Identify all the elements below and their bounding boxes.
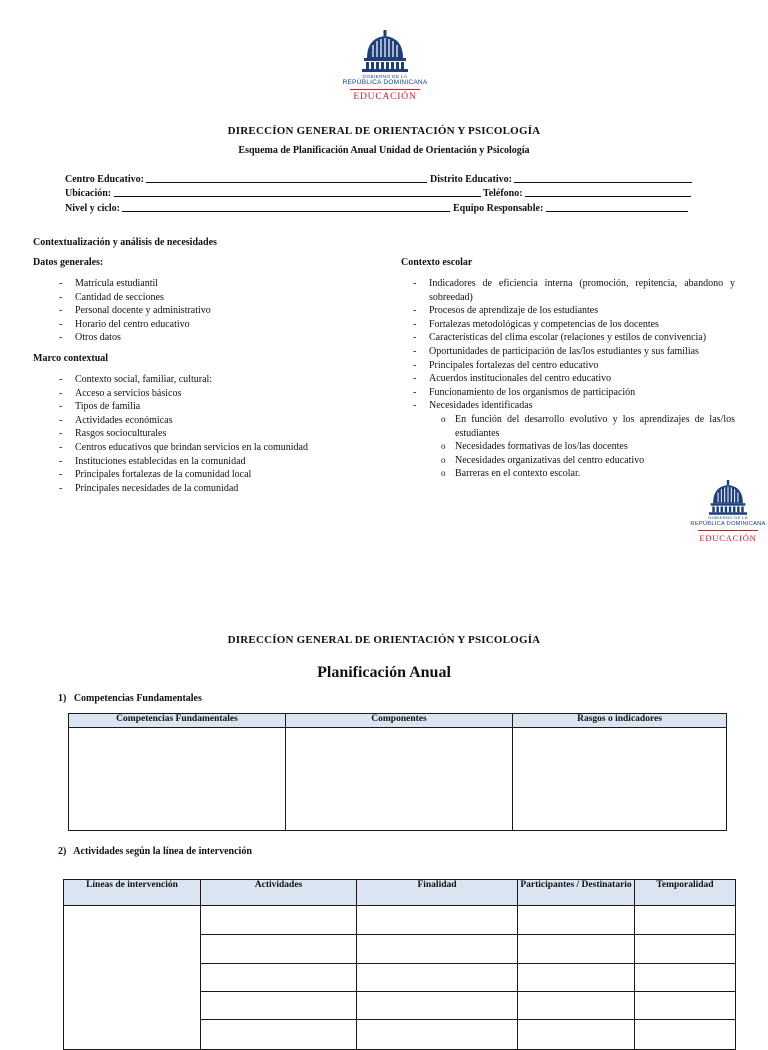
- escolar-heading: Contexto escolar: [401, 257, 473, 268]
- escolar-list: [429, 277, 735, 481]
- context-heading: Contextualización y análisis de necesidades: [33, 237, 217, 248]
- nivel-label: Nivel y ciclo:: [65, 203, 120, 214]
- table2-cell[interactable]: [518, 964, 635, 992]
- datos-list: [75, 277, 375, 345]
- datos-heading: Datos generales:: [33, 257, 104, 268]
- nivel-field[interactable]: [122, 201, 450, 212]
- marco-list: [75, 373, 375, 495]
- datos-list-item: - Horario del centro educativo: [75, 318, 375, 332]
- logo-divider: [350, 89, 420, 90]
- table2-cell[interactable]: [518, 906, 635, 935]
- table2-cell[interactable]: [201, 1020, 357, 1050]
- table2-cell[interactable]: [635, 1020, 736, 1050]
- marco-list-item: - Contexto social, familiar, cultural:: [75, 373, 375, 387]
- escolar-list-item: - Características del clima escolar (relaciones y estilos de convivencia): [429, 331, 735, 345]
- form-row-2: [65, 186, 691, 200]
- government-logo-page2: [686, 480, 768, 544]
- datos-list-item: - Personal docente y administrativo: [75, 304, 375, 318]
- marco-list-item: - Tipos de familia: [75, 400, 375, 414]
- table2-header: Participantes / Destinatario: [518, 880, 635, 906]
- logo-education: EDUCACIÓN: [699, 533, 757, 543]
- capitol-dome-icon: [706, 480, 750, 515]
- telefono-field[interactable]: [525, 186, 691, 197]
- escolar-list-item: [429, 399, 735, 481]
- table1-row: [69, 728, 727, 831]
- table2-cell[interactable]: [635, 992, 736, 1020]
- ubicacion-field[interactable]: [114, 186, 481, 197]
- table2-cell[interactable]: [201, 964, 357, 992]
- page1-title: DIRECCÍON GENERAL DE ORIENTACIÓN Y PSICOLOGÍA: [227, 125, 541, 137]
- form-row-1: [65, 172, 692, 186]
- table1-header: Rasgos o indicadores: [513, 714, 727, 728]
- page2-title: DIRECCÍON GENERAL DE ORIENTACIÓN Y PSICOLOGÍA: [227, 634, 541, 646]
- table2-cell[interactable]: [357, 1020, 518, 1050]
- table2-cell[interactable]: [635, 935, 736, 964]
- competencias-table: [68, 713, 727, 831]
- section1-heading: 1) Competencias Fundamentales: [58, 693, 202, 704]
- marco-list-item: - Actividades económicas: [75, 414, 375, 428]
- table2-cell[interactable]: [201, 906, 357, 935]
- escolar-list-item: - Funcionamiento de los organismos de participación: [429, 386, 735, 400]
- table2-cell[interactable]: [635, 906, 736, 935]
- table2-cell[interactable]: [357, 992, 518, 1020]
- escolar-list-item: - Acuerdos institucionales del centro educativo: [429, 372, 735, 386]
- table2-cell[interactable]: [635, 964, 736, 992]
- marco-heading: Marco contextual: [33, 353, 109, 364]
- table1-cell[interactable]: [286, 728, 513, 831]
- table2-cell[interactable]: [64, 906, 201, 1050]
- centro-field[interactable]: [146, 172, 427, 183]
- datos-list-item: - Matrícula estudiantil: [75, 277, 375, 291]
- table1-header: Componentes: [286, 714, 513, 728]
- marco-list-item: - Acceso a servicios básicos: [75, 387, 375, 401]
- ubicacion-label: Ubicación:: [65, 188, 112, 199]
- table1-header-row: [69, 714, 727, 728]
- table2-cell[interactable]: [518, 1020, 635, 1050]
- table2-cell[interactable]: [518, 992, 635, 1020]
- distrito-label: Distrito Educativo:: [429, 174, 512, 185]
- logo-line-1: GOBIERNO DE LA: [708, 514, 748, 520]
- necesidades-list-item: o Necesidades formativas de los/las docentes: [455, 440, 735, 454]
- escolar-list-item: - Oportunidades de participación de las/los estudiantes y sus familias: [429, 345, 735, 359]
- actividades-table: [63, 879, 736, 1050]
- logo-line-2: REPÚBLICA DOMINICANA: [690, 520, 766, 527]
- table2-header: Finalidad: [357, 880, 518, 906]
- logo-education: EDUCACIÓN: [353, 92, 417, 103]
- logo-divider: [698, 530, 758, 531]
- logo-line-1: GOBIERNO DE LA: [362, 74, 408, 79]
- table2-header: Líneas de intervención: [64, 880, 201, 906]
- equipo-label: Equipo Responsable:: [452, 203, 544, 214]
- table2-cell[interactable]: [357, 906, 518, 935]
- escolar-list-item: - Procesos de aprendizaje de los estudiantes: [429, 304, 735, 318]
- table2-cell[interactable]: [357, 964, 518, 992]
- datos-list-item: - Cantidad de secciones: [75, 291, 375, 305]
- table1-header: Competencias Fundamentales: [69, 714, 286, 728]
- marco-list-item: - Rasgos socioculturales: [75, 427, 375, 441]
- escolar-list-item-text: Necesidades identificadas: [429, 400, 533, 412]
- table1-cell[interactable]: [69, 728, 286, 831]
- marco-list-item: - Principales necesidades de la comunidad: [75, 482, 375, 496]
- datos-list-item: - Otros datos: [75, 331, 375, 345]
- table2-cell[interactable]: [201, 935, 357, 964]
- table2-header: Temporalidad: [635, 880, 736, 906]
- marco-list-item: - Centros educativos que brindan servicios en la comunidad: [75, 441, 375, 455]
- escolar-list-item: - Indicadores de eficiencia interna (promoción, repitencia, abandono y sobreedad): [429, 277, 735, 304]
- form-row-3: [65, 201, 688, 215]
- page1-subtitle: Esquema de Planificación Anual Unidad de Orientación y Psicología: [238, 145, 530, 156]
- centro-label: Centro Educativo:: [65, 174, 144, 185]
- necesidades-list-item: o Necesidades organizativas del centro educativo: [455, 454, 735, 468]
- equipo-field[interactable]: [546, 201, 688, 212]
- necesidades-list-item: o Barreras en el contexto escolar.: [455, 467, 735, 481]
- government-logo: [333, 30, 437, 103]
- table2-header: Actividades: [201, 880, 357, 906]
- table2-cell[interactable]: [357, 935, 518, 964]
- section2-heading: 2) Actividades según la línea de intervención: [58, 846, 252, 857]
- marco-list-item: - Principales fortalezas de la comunidad local: [75, 468, 375, 482]
- table2-cell[interactable]: [201, 992, 357, 1020]
- distrito-field[interactable]: [514, 172, 692, 183]
- necesidades-sublist: [455, 413, 735, 481]
- capitol-dome-icon: [359, 30, 411, 72]
- necesidades-list-item: o En función del desarrollo evolutivo y los aprendizajes de las/los estudiantes: [455, 413, 735, 440]
- marco-list-item: - Instituciones establecidas en la comunidad: [75, 455, 375, 469]
- table1-cell[interactable]: [513, 728, 727, 831]
- plan-title: Planificación Anual: [317, 664, 451, 681]
- table2-row: [64, 906, 736, 935]
- telefono-label: Teléfono:: [482, 188, 523, 199]
- table2-cell[interactable]: [518, 935, 635, 964]
- escolar-list-item: - Principales fortalezas del centro educativo: [429, 359, 735, 373]
- table2-header-row: [64, 880, 736, 906]
- escolar-list-item: - Fortalezas metodológicas y competencias de los docentes: [429, 318, 735, 332]
- logo-line-2: REPÚBLICA DOMINICANA: [342, 79, 428, 86]
